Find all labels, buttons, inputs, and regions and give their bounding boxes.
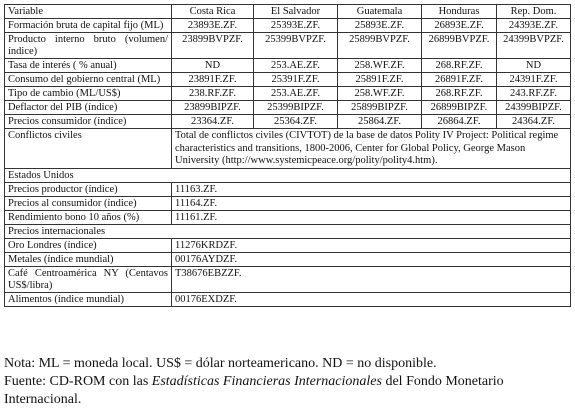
note-text: Nota: ML = moneda local. US$ = dólar norteamericano. ND = no disponible. (4, 356, 437, 371)
header-row (5, 5, 571, 19)
row-label: Precios consumidor (índice) (5, 115, 172, 129)
row-label: Formación bruta de capital fijo (ML) (5, 19, 172, 33)
variables-table (4, 4, 571, 307)
row-value: 25399BIPZF. (254, 101, 338, 115)
row-label: Consumo del gobierno central (ML) (5, 73, 172, 87)
row-label: Alimentos (índice mundial) (5, 292, 172, 306)
row-value: 23899BIPZF. (172, 101, 254, 115)
row-value: 268.RF.ZF. (422, 87, 497, 101)
source-text (4, 373, 564, 409)
row-value: ND (172, 59, 254, 73)
table-row (5, 266, 571, 292)
row-value: 26899BVPZF. (422, 33, 497, 59)
table-row (5, 252, 571, 266)
row-value: 24399BVPZF. (497, 33, 571, 59)
row-value: 258.WF.ZF. (338, 87, 422, 101)
table-row (5, 87, 571, 101)
row-code: 00176EXDZF. (172, 292, 571, 306)
row-value: 23899BVPZF. (172, 33, 254, 59)
row-value: 24393E.ZF. (497, 19, 571, 33)
row-value: 253.AE.ZF. (254, 87, 338, 101)
row-code: 11161.ZF. (172, 210, 571, 224)
table-row (5, 73, 571, 87)
row-value: 26891F.ZF. (422, 73, 497, 87)
row-value: 23364.ZF. (172, 115, 254, 129)
header-country: Guatemala (338, 5, 422, 19)
table-row (5, 182, 571, 196)
row-value: 253.AE.ZF. (254, 59, 338, 73)
row-value: 26899BIPZF. (422, 101, 497, 115)
section-row (5, 224, 571, 238)
table-row (5, 59, 571, 73)
conflicts-label: Conflictos civiles (5, 129, 172, 169)
table-notes (4, 355, 564, 409)
section-row (5, 168, 571, 182)
source-suffix: del Fondo Monetario Internacional. (4, 374, 504, 407)
row-value: 25399BVPZF. (254, 33, 338, 59)
conflicts-source: Total de conflictos civiles (CIVTOT) de la base de datos Polity IV Project: Political regime characteristics and transitions, 1800-2006, Center for Global Policy, George Mason University (http://www.systemicpeace.org/polity/polity4.htm). (172, 129, 571, 169)
header-country: Honduras (422, 5, 497, 19)
row-value: 23891F.ZF. (172, 73, 254, 87)
row-value: 24364.ZF. (497, 115, 571, 129)
row-value: ND (497, 59, 571, 73)
header-variable: Variable (5, 5, 172, 19)
row-code: 00176AYDZF. (172, 252, 571, 266)
row-value: 25899BVPZF. (338, 33, 422, 59)
header-country: Costa Rica (172, 5, 254, 19)
row-value: 258.WF.ZF. (338, 59, 422, 73)
row-value: 24399BIPZF. (497, 101, 571, 115)
row-label: Café Centroamérica NY (Centavos US$/libra) (5, 266, 172, 292)
row-value: 25864.ZF. (338, 115, 422, 129)
row-value: 24391F.ZF. (497, 73, 571, 87)
row-label: Rendimiento bono 10 años (%) (5, 210, 172, 224)
row-value: 238.RF.ZF. (172, 87, 254, 101)
table-row (5, 101, 571, 115)
row-value: 243.RF.ZF. (497, 87, 571, 101)
row-value: 25893E.ZF. (338, 19, 422, 33)
row-code: 11276KRDZF. (172, 238, 571, 252)
row-value: 25391F.ZF. (254, 73, 338, 87)
row-value: 25393E.ZF. (254, 19, 338, 33)
row-value: 26864.ZF. (422, 115, 497, 129)
row-code: 11164.ZF. (172, 196, 571, 210)
row-value: 25364.ZF. (254, 115, 338, 129)
row-label: Producto interno bruto (volumen/índice) (5, 33, 172, 59)
row-value: 26893E.ZF. (422, 19, 497, 33)
table-row (5, 115, 571, 129)
row-label: Metales (índice mundial) (5, 252, 172, 266)
row-code: T38676EBZZF. (172, 266, 571, 292)
conflicts-row (5, 129, 571, 169)
table-row (5, 292, 571, 306)
row-label: Precios productor (índice) (5, 182, 172, 196)
source-prefix: Fuente: CD-ROM con las (4, 374, 152, 389)
row-value: 268.RF.ZF. (422, 59, 497, 73)
row-value: 25899BIPZF. (338, 101, 422, 115)
table-row (5, 19, 571, 33)
row-label: Deflactor del PIB (índice) (5, 101, 172, 115)
table-row (5, 196, 571, 210)
header-country: El Salvador (254, 5, 338, 19)
section-us-label: Estados Unidos (5, 168, 571, 182)
source-title: Estadísticas Financieras Internacionales (151, 374, 382, 389)
row-label: Tasa de interés ( % anual) (5, 59, 172, 73)
row-label: Tipo de cambio (ML/US$) (5, 87, 172, 101)
row-code: 11163.ZF. (172, 182, 571, 196)
section-intl-label: Precios internacionales (5, 224, 571, 238)
row-value: 25891F.ZF. (338, 73, 422, 87)
table-row (5, 33, 571, 59)
row-label: Precios al consumidor (índice) (5, 196, 172, 210)
row-value: 23893E.ZF. (172, 19, 254, 33)
header-country: Rep. Dom. (497, 5, 571, 19)
table-row (5, 210, 571, 224)
table-row (5, 238, 571, 252)
row-label: Oro Londres (índice) (5, 238, 172, 252)
